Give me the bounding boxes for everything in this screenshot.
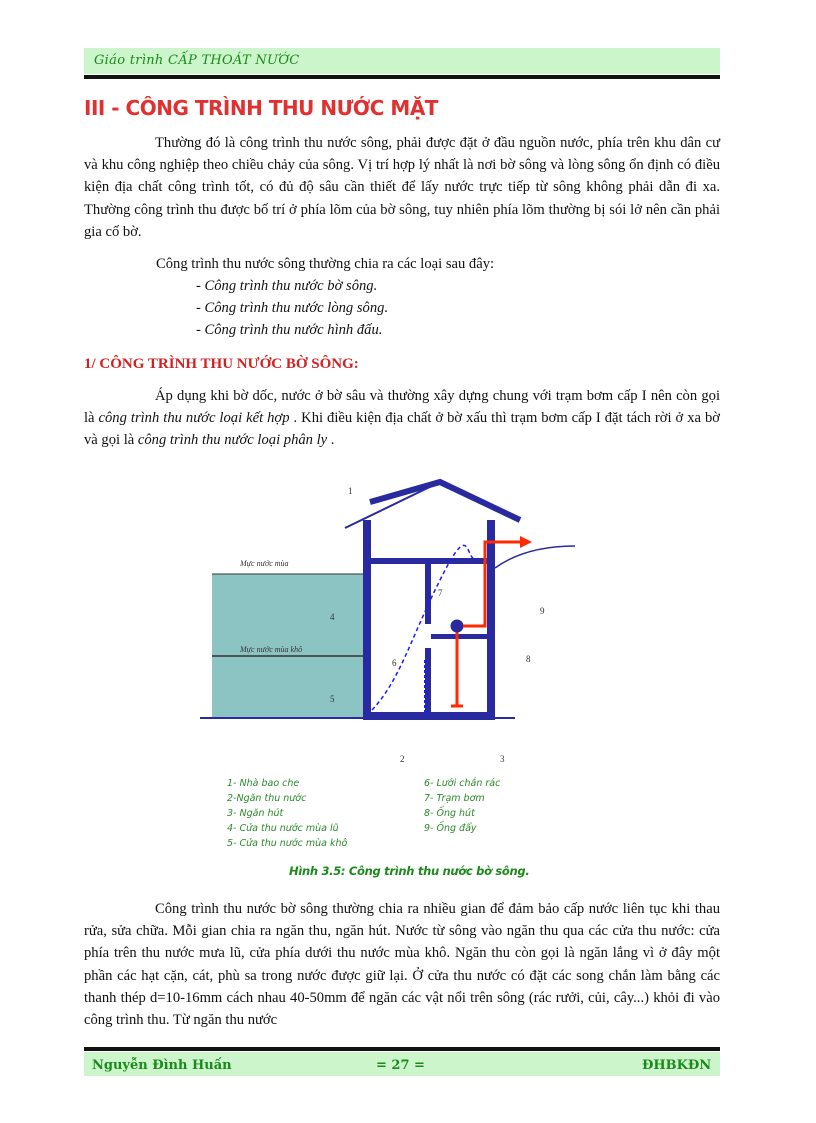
body-paragraph-2 (84, 898, 720, 1031)
legend-item: 9- Ống đẩy (424, 823, 477, 834)
legend-item: 7- Trạm bơm (424, 793, 485, 804)
bank-slope (495, 546, 575, 568)
callout-7: 7 (438, 588, 443, 598)
floor-slab (363, 558, 495, 564)
legend-item: 3- Ngăn hút (227, 808, 284, 819)
legend-right (424, 776, 500, 836)
legend-item: 4- Cửa thu nước mùa lũ (227, 823, 339, 834)
footer-org: ĐHBKĐN (642, 1058, 712, 1073)
legend-item: 1- Nhà bao che (227, 778, 300, 789)
legend-item: 8- Ống hút (424, 808, 475, 819)
list-item-bo-song: - Công trình thu nước bờ sông. (196, 278, 378, 294)
legend-item: 2-Ngăn thu nước (227, 793, 307, 804)
footer-page-number: = 27 = (376, 1058, 425, 1073)
label-dry-level: Mực nước mùa khô (240, 645, 303, 654)
p1-text-a: Áp dụng khi bờ dốc, nước ở bờ sâu và thường xây dựng chung với trạm bơm cấp I nên còn gọi là (84, 388, 720, 427)
list-item-hinh-dau: - Công trình thu nước hình đấu. (196, 322, 383, 338)
p1-term-ket-hop: công trình thu nước loại kết hợp (98, 410, 290, 427)
label-flood-level: Mực nước mùa (240, 559, 289, 568)
discharge-arrow (520, 536, 532, 548)
pump-circle (451, 620, 463, 632)
callout-5: 5 (330, 694, 335, 704)
figure-caption: Hình 3.5: Công trình thu nước bờ sông. (289, 864, 530, 878)
p1-text-c: . (327, 432, 335, 449)
callout-9: 9 (540, 606, 545, 616)
pump-platform (431, 634, 495, 639)
footer-author: Nguyễn Đình Huấn (92, 1058, 232, 1073)
list-item-long-song: - Công trình thu nước lòng sông. (196, 300, 389, 316)
legend-left (227, 776, 347, 851)
legend-item: 5- Cửa thu nước mùa khô (227, 838, 348, 849)
p1-term-phan-ly: công trình thu nước loại phân ly (137, 432, 328, 449)
callout-3: 3 (500, 754, 505, 764)
base-slab (363, 712, 495, 720)
inner-wall-upper (425, 564, 431, 624)
subsection-title: 1/ CÔNG TRÌNH THU NƯỚC BỜ SÔNG: (84, 356, 359, 372)
callout-8: 8 (526, 654, 531, 664)
header-title: Giáo trình CẤP THOÁT NƯỚC (94, 53, 300, 68)
section-title: III - CÔNG TRÌNH THU NƯỚC MẶT (84, 96, 438, 120)
callout-4: 4 (330, 612, 335, 622)
back-wall (487, 520, 495, 720)
intro-paragraph-text: Thường đó là công trình thu nước sông, phải được đặt ở đầu nguồn nước, phía trên khu dân cư và khu công nghiệp theo chiều chảy của sông. Vị trí hợp lý nhất là nơi bờ sông và lòng sông ổn định có điều kiện địa chất công trình tốt, có đủ độ sâu cần thiết để lấy nước trực tiếp từ sông không phải dẫn đi xa. Thường công trình thu được bố trí ở phía lõm của bờ sông, tuy nhiên phía lõm thường bị sói lở nên cần phải gia cố bờ. (84, 135, 720, 240)
footer-rule (84, 1047, 720, 1051)
p1-text-b: . Khi điều kiện địa chất ở bờ xấu thì trạm bơm cấp I đặt tách rời ở xa bờ và gọi là (84, 410, 720, 449)
roof (370, 482, 520, 520)
callout-6: 6 (392, 658, 397, 668)
callout-1: 1 (348, 486, 353, 496)
intake-diagram (200, 470, 580, 770)
intro-paragraph (84, 132, 720, 243)
list-intro: Công trình thu nước sông thường chia ra các loại sau đây: (156, 256, 495, 272)
body-paragraph-2-text: Công trình thu nước bờ sông thường chia ra nhiều gian để đảm bảo cấp nước liên tục khi thau rửa, sửa chữa. Mỗi gian chia ra ngăn thu, ngăn hút. Nước từ sông vào ngăn thu qua các cửa thu nước: cửa phía trên thu nước mưa lũ, cửa phía dưới thu nước mùa khô. Ngăn thu còn gọi là ngăn lắng vì ở đây một phần các hạt cặn, cát, phù sa trong nước được giữ lại. Ở cửa thu nước có đặt các song chắn làm bằng các thanh thép d=10-16mm cách nhau 40-50mm để ngăn các vật nổi trên sông (rác rưởi, củi, cây...) khỏi đi vào công trình thu. Từ ngăn thu nước (84, 901, 720, 1029)
dry-water-area (212, 658, 363, 718)
subsection-paragraph (84, 385, 720, 452)
subsection-paragraph-text (84, 385, 720, 452)
header-rule (84, 75, 720, 79)
front-wall (363, 520, 371, 720)
legend-item: 6- Lưới chắn rác (424, 778, 501, 789)
callout-2: 2 (400, 754, 405, 764)
